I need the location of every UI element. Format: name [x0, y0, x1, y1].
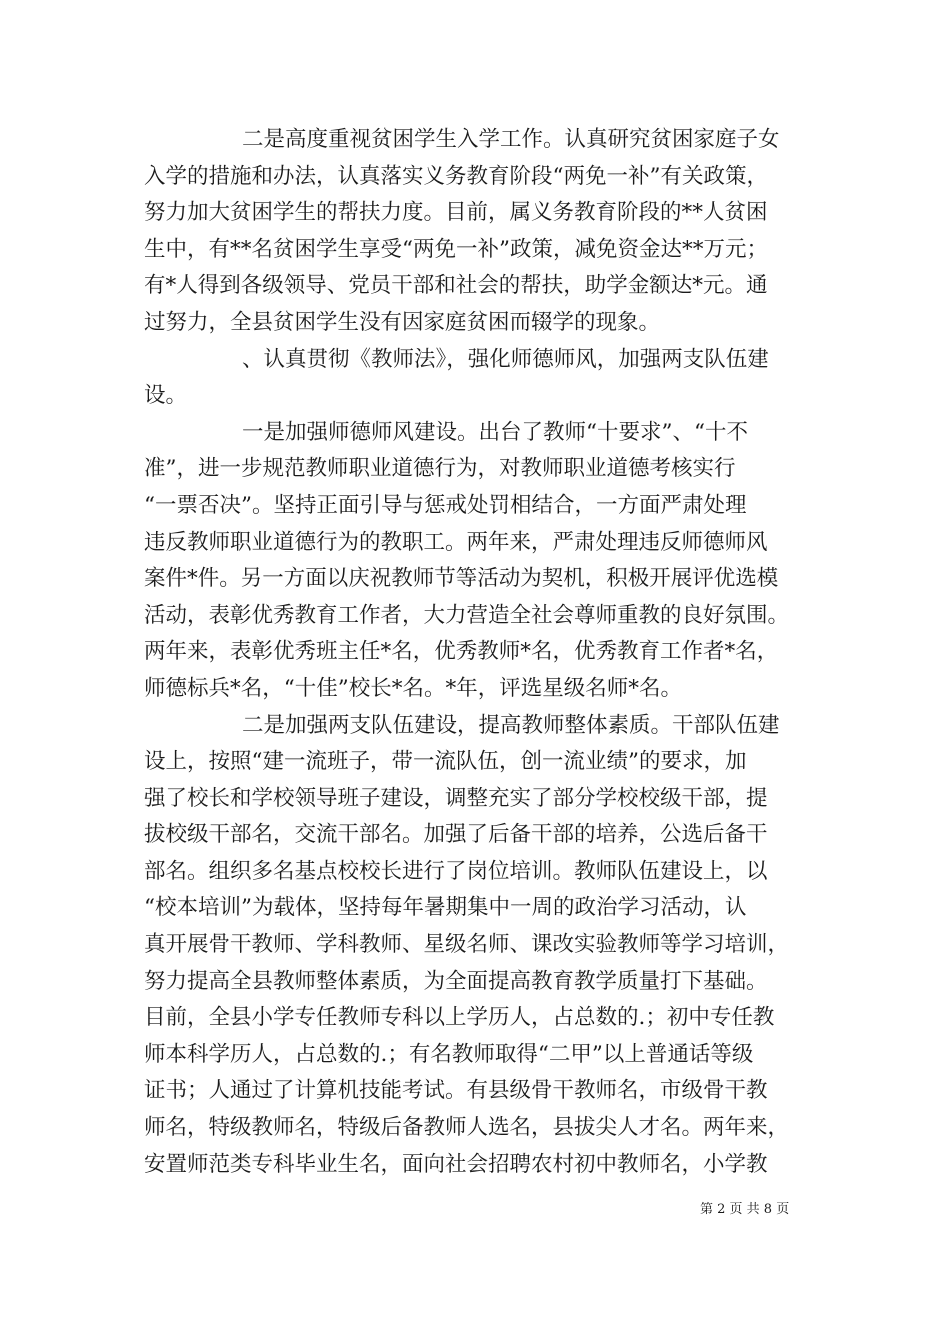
paragraph-2-line-4: 违反教师职业道德行为的教职工。两年来，严肃处理违反师德师风 [144, 529, 768, 555]
section-heading-line-1: 、认真贯彻《教师法》，强化师德师风，加强两支队伍建 [242, 346, 769, 372]
paragraph-3-line-8: 努力提高全县教师整体素质，为全面提高教育教学质量打下基础。 [144, 968, 768, 994]
paragraph-2-line-3: “一票否决”。坚持正面引导与惩戒处罚相结合，一方面严肃处理 [144, 492, 747, 518]
paragraph-3-line-1: 二是加强两支队伍建设，提高教师整体素质。干部队伍建 [242, 712, 780, 738]
paragraph-3-line-4: 拔校级干部名，交流干部名。加强了后备干部的培养，公选后备干 [144, 822, 768, 848]
paragraph-3-line-6: “校本培训”为载体，坚持每年暑期集中一周的政治学习活动，认 [144, 895, 747, 921]
document-body [144, 122, 824, 1183]
paragraph-3-line-10: 师本科学历人，占总数的.；有名教师取得“二甲”以上普通话等级 [144, 1041, 754, 1067]
paragraph-1-line-5: 有*人得到各级领导、党员干部和社会的帮扶，助学金额达*元。通 [144, 273, 768, 299]
page-number-footer: 第 2 页 共 8 页 [700, 1202, 790, 1217]
paragraph-3-line-12: 师名，特级教师名，特级后备教师人选名，县拔尖人才名。两年来， [144, 1115, 790, 1141]
paragraph-1-line-2: 入学的措施和办法，认真落实义务教育阶段“两免一补”有关政策， [144, 163, 768, 189]
paragraph-3-line-5: 部名。组织多名基点校校长进行了岗位培训。教师队伍建设上，以 [144, 858, 768, 884]
paragraph-2-line-5: 案件*件。另一方面以庆祝教师节等活动为契机，积极开展评优选模 [144, 566, 779, 592]
paragraph-1-line-1: 二是高度重视贫困学生入学工作。认真研究贫困家庭子女 [242, 127, 780, 152]
paragraph-1-line-3: 努力加大贫困学生的帮扶力度。目前，属义务教育阶段的**人贫困 [144, 200, 768, 226]
paragraph-3-line-3: 强了校长和学校领导班子建设，调整充实了部分学校校级干部，提 [144, 785, 768, 811]
paragraph-3-line-13: 安置师范类专科毕业生名，面向社会招聘农村初中教师名，小学教 [144, 1151, 768, 1177]
paragraph-2-line-2: 准”，进一步规范教师职业道德行为，对教师职业道德考核实行 [144, 456, 736, 482]
paragraph-2-line-6: 活动，表彰优秀教育工作者，大力营造全社会尊师重教的良好氛围。 [144, 602, 790, 628]
paragraph-3-line-11: 证书；人通过了计算机技能考试。有县级骨干教师名，市级骨干教 [144, 1078, 768, 1104]
paragraph-2-line-7: 两年来，表彰优秀班主任*名，优秀教师*名，优秀教育工作者*名， [144, 639, 779, 665]
section-heading-line-2: 设。 [144, 383, 188, 409]
paragraph-1-line-6: 过努力，全县贫困学生没有因家庭贫困而辍学的现象。 [144, 309, 661, 335]
paragraph-3-line-7: 真开展骨干教师、学科教师、星级名师、课改实验教师等学习培训， [144, 932, 790, 958]
paragraph-3-line-9: 目前，全县小学专任教师专科以上学历人，占总数的.；初中专任教 [144, 1005, 775, 1031]
paragraph-2-line-1: 一是加强师德师风建设。出台了教师“十要求”、“十不 [242, 419, 748, 445]
paragraph-1-line-4: 生中，有**名贫困学生享受“两免一补”政策，减免资金达**万元； [144, 236, 768, 262]
paragraph-3-line-2: 设上，按照“建一流班子，带一流队伍，创一流业绩”的要求，加 [144, 749, 747, 775]
paragraph-2-line-8: 师德标兵*名，“十佳”校长*名。*年，评选星级名师*名。 [144, 675, 682, 701]
